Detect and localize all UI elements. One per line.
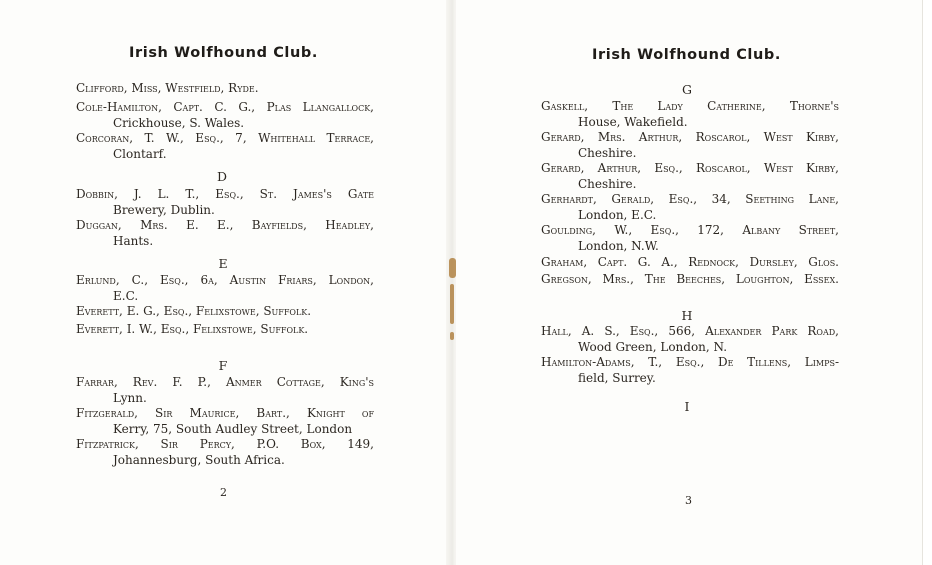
entry-line: Fitzgerald, Sir Maurice, Bart., Knight of [76,406,374,420]
right-page [456,0,922,565]
entry-line: Hamilton-Adams, T., Esq., De Tillens, Limps- [541,355,839,369]
section-letter: D [216,169,228,184]
page-number: 3 [685,494,692,507]
entry-continuation: Cheshire. [578,176,637,191]
entry-continuation: E.C. [113,288,139,303]
member-entry [541,130,839,161]
entry-continuation: Crickhouse, S. Wales. [113,115,245,130]
member-entry [76,304,374,320]
left-page [0,0,450,565]
entry-line: Farrar, Rev. F. P., Anmer Cottage, King's [76,375,374,389]
page-edge [922,0,932,565]
member-entry [541,192,839,223]
member-entry [541,324,839,355]
entry-line: Erlund, C., Esq., 6a, Austin Friars, London, [76,273,374,287]
entry-continuation: Johannesburg, South Africa. [113,452,285,467]
section-letter: F [218,358,228,373]
member-entry [76,437,374,468]
entry-line: Fitzpatrick, Sir Percy, P.O. Box, 149, [76,437,374,451]
member-entry [76,375,374,406]
entry-line: Duggan, Mrs. E. E., Bayfields, Headley, [76,218,374,232]
entry-continuation: London, E.C. [578,207,657,222]
entry-line: Goulding, W., Esq., 172, Albany Street, [541,223,839,237]
member-entry [541,355,839,386]
member-entry [541,223,839,254]
entry-continuation: Cheshire. [578,145,637,160]
member-entry [541,255,839,271]
member-entry [76,81,374,97]
entry-continuation: Wood Green, London, N. [578,339,728,354]
member-entry [76,187,374,218]
entry-line: Graham, Capt. G. A., Rednock, Dursley, Glos. [541,255,839,269]
member-entry [76,322,374,338]
rust-stain [449,258,456,278]
entry-continuation: House, Wakefield. [578,114,688,129]
section-letter: E [218,256,228,271]
member-entry [76,100,374,131]
entry-line: Cole-Hamilton, Capt. C. G., Plas Llangallock, [76,100,374,114]
entry-line: Gaskell, The Lady Catherine, Thorne's [541,99,839,113]
section-letter: H [681,308,693,323]
entry-continuation: Kerry, 75, South Audley Street, London [113,421,353,436]
section-letter: G [682,82,692,97]
rust-stain [450,284,454,324]
member-entry [541,161,839,192]
member-entry [76,406,374,437]
right-page-title: Irish Wolfhound Club. [592,47,782,63]
entry-continuation: field, Surrey. [578,370,656,385]
member-entry [541,99,839,130]
page-number: 2 [220,486,227,499]
entry-line: Dobbin, J. L. T., Esq., St. James's Gate [76,187,374,201]
entry-line: Everett, I. W., Esq., Felixstowe, Suffolk. [76,322,309,336]
entry-line: Gerard, Arthur, Esq., Roscarol, West Kirby, [541,161,839,175]
entry-continuation: London, N.W. [578,238,659,253]
entry-line: Gerard, Mrs. Arthur, Roscarol, West Kirby, [541,130,839,144]
entry-line: Hall, A. S., Esq., 566, Alexander Park Road, [541,324,839,338]
member-entry [76,131,374,162]
member-entry [541,272,839,288]
entry-line: Clifford, Miss, Westfield, Ryde. [76,81,259,95]
entry-line: Gregson, Mrs., The Beeches, Loughton, Essex. [541,272,839,286]
left-page-title: Irish Wolfhound Club. [129,45,319,61]
entry-line: Corcoran, T. W., Esq., 7, Whitehall Terrace, [76,131,374,145]
entry-continuation: Lynn. [113,390,147,405]
member-entry [76,273,374,304]
member-entry [76,218,374,249]
entry-continuation: Clontarf. [113,146,167,161]
entry-continuation: Brewery, Dublin. [113,202,215,217]
entry-line: Gerhardt, Gerald, Esq., 34, Seething Lane, [541,192,839,206]
section-letter: I [684,399,690,414]
rust-stain [450,332,454,340]
entry-continuation: Hants. [113,233,154,248]
entry-line: Everett, E. G., Esq., Felixstowe, Suffolk. [76,304,312,318]
